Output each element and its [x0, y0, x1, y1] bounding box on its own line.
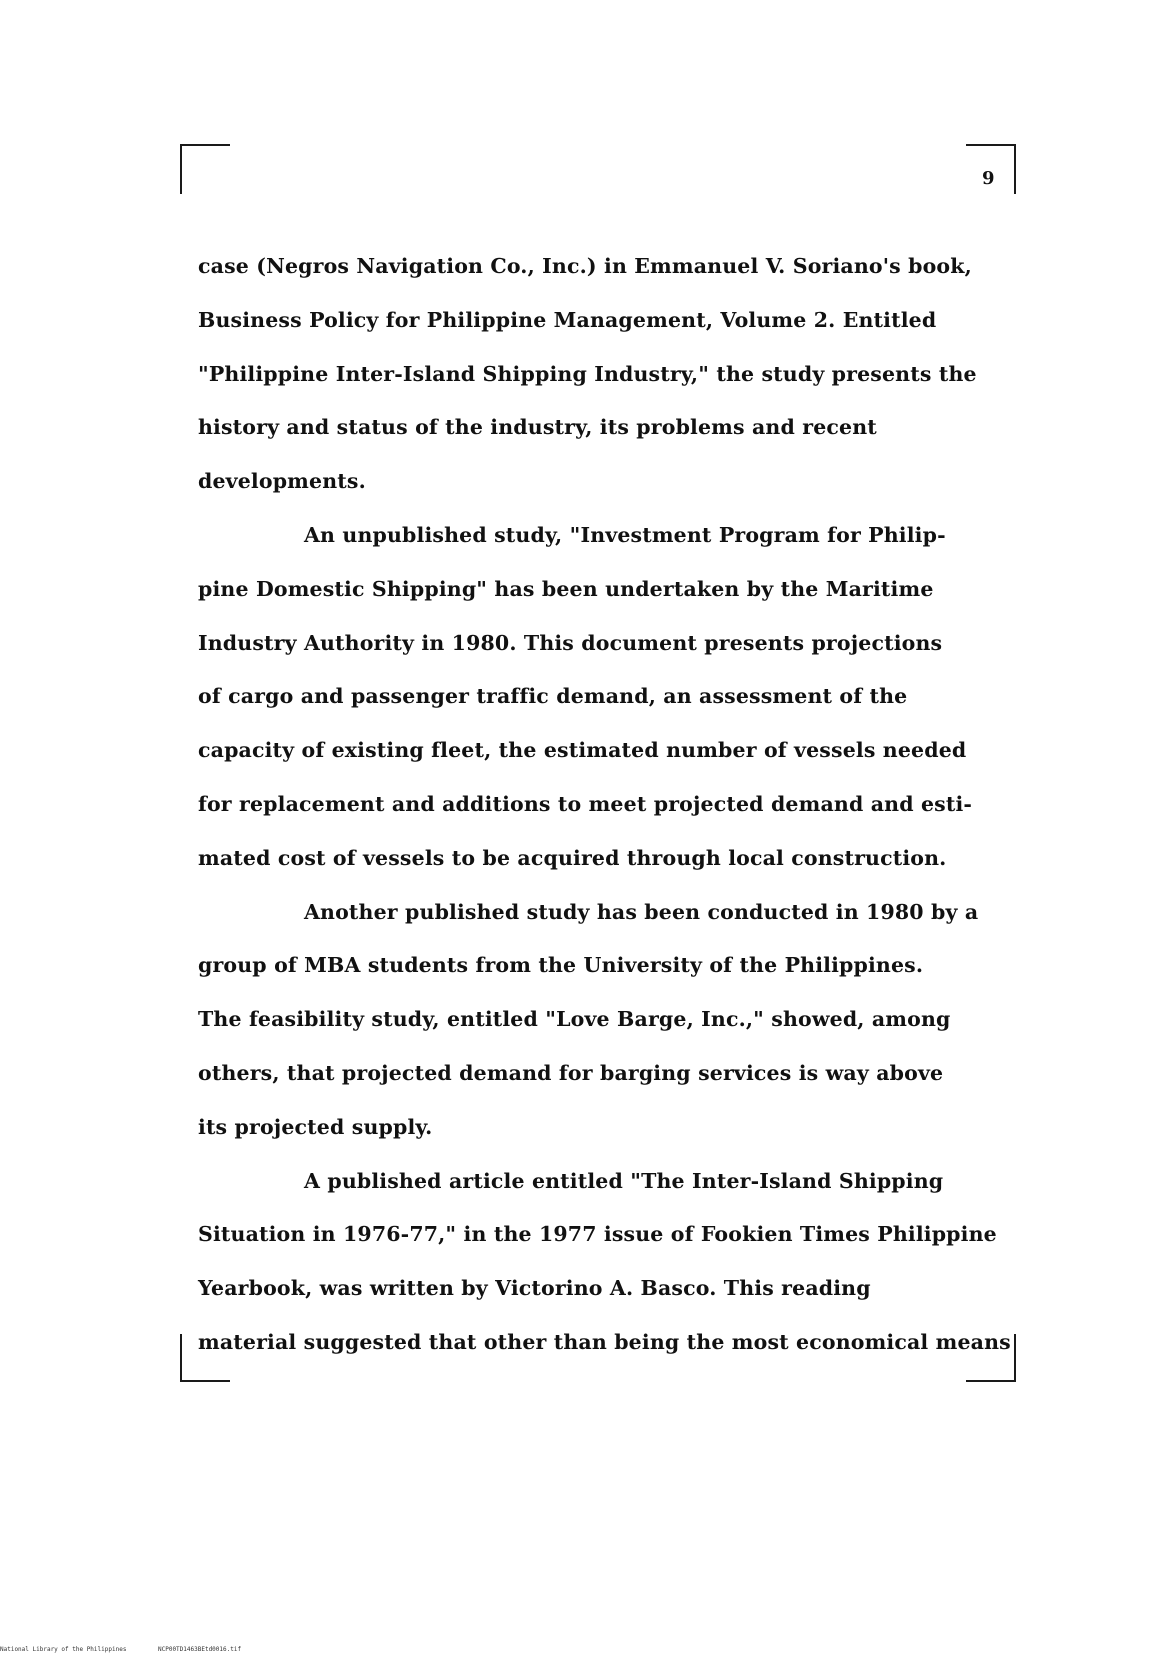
text-line: Industry Authority in 1980. This document presents projections	[198, 630, 943, 655]
page-number: 9	[982, 168, 995, 189]
footer-file-id: NCP00TD1463BEtd0016.tif	[158, 1646, 242, 1653]
paragraph-start-line: An unpublished study, "Investment Program for Philip-	[304, 522, 946, 547]
body-text	[198, 240, 1011, 1370]
text-line: Business Policy for Philippine Management, Volume 2. Entitled	[198, 307, 937, 332]
text-line: for replacement and additions to meet projected demand and esti-	[198, 791, 973, 816]
paragraph-start-line: Another published study has been conducted in 1980 by a	[304, 899, 979, 924]
text-line: group of MBA students from the University of the Philippines.	[198, 953, 924, 978]
text-line: developments.	[198, 469, 366, 494]
text-line: material suggested that other than being the most economical means	[198, 1329, 1011, 1354]
text-line: others, that projected demand for barging services is way above	[198, 1060, 944, 1085]
text-line: Situation in 1976-77," in the 1977 issue of Fookien Times Philippine	[198, 1222, 997, 1247]
crop-mark-top-left	[180, 144, 230, 194]
text-line: mated cost of vessels to be acquired through local construction.	[198, 845, 947, 870]
text-line: case (Negros Navigation Co., Inc.) in Emmanuel V. Soriano's book,	[198, 254, 972, 278]
paragraph-start-line: A published article entitled "The Inter-Island Shipping	[304, 1168, 944, 1193]
text-line: pine Domestic Shipping" has been undertaken by the Maritime	[198, 576, 934, 601]
text-line: "Philippine Inter-Island Shipping Industry," the study presents the	[198, 361, 977, 386]
text-line: its projected supply.	[198, 1114, 433, 1139]
text-line: capacity of existing fleet, the estimated number of vessels needed	[198, 738, 967, 763]
text-line: Yearbook, was written by Victorino A. Basco. This reading	[198, 1276, 871, 1301]
text-line: history and status of the industry, its problems and recent	[198, 415, 877, 440]
footer-library-credit: National Library of the Philippines	[0, 1646, 127, 1653]
text-line: The feasibility study, entitled "Love Barge, Inc.," showed, among	[198, 1007, 951, 1032]
text-line: of cargo and passenger traffic demand, an assessment of the	[198, 684, 908, 709]
